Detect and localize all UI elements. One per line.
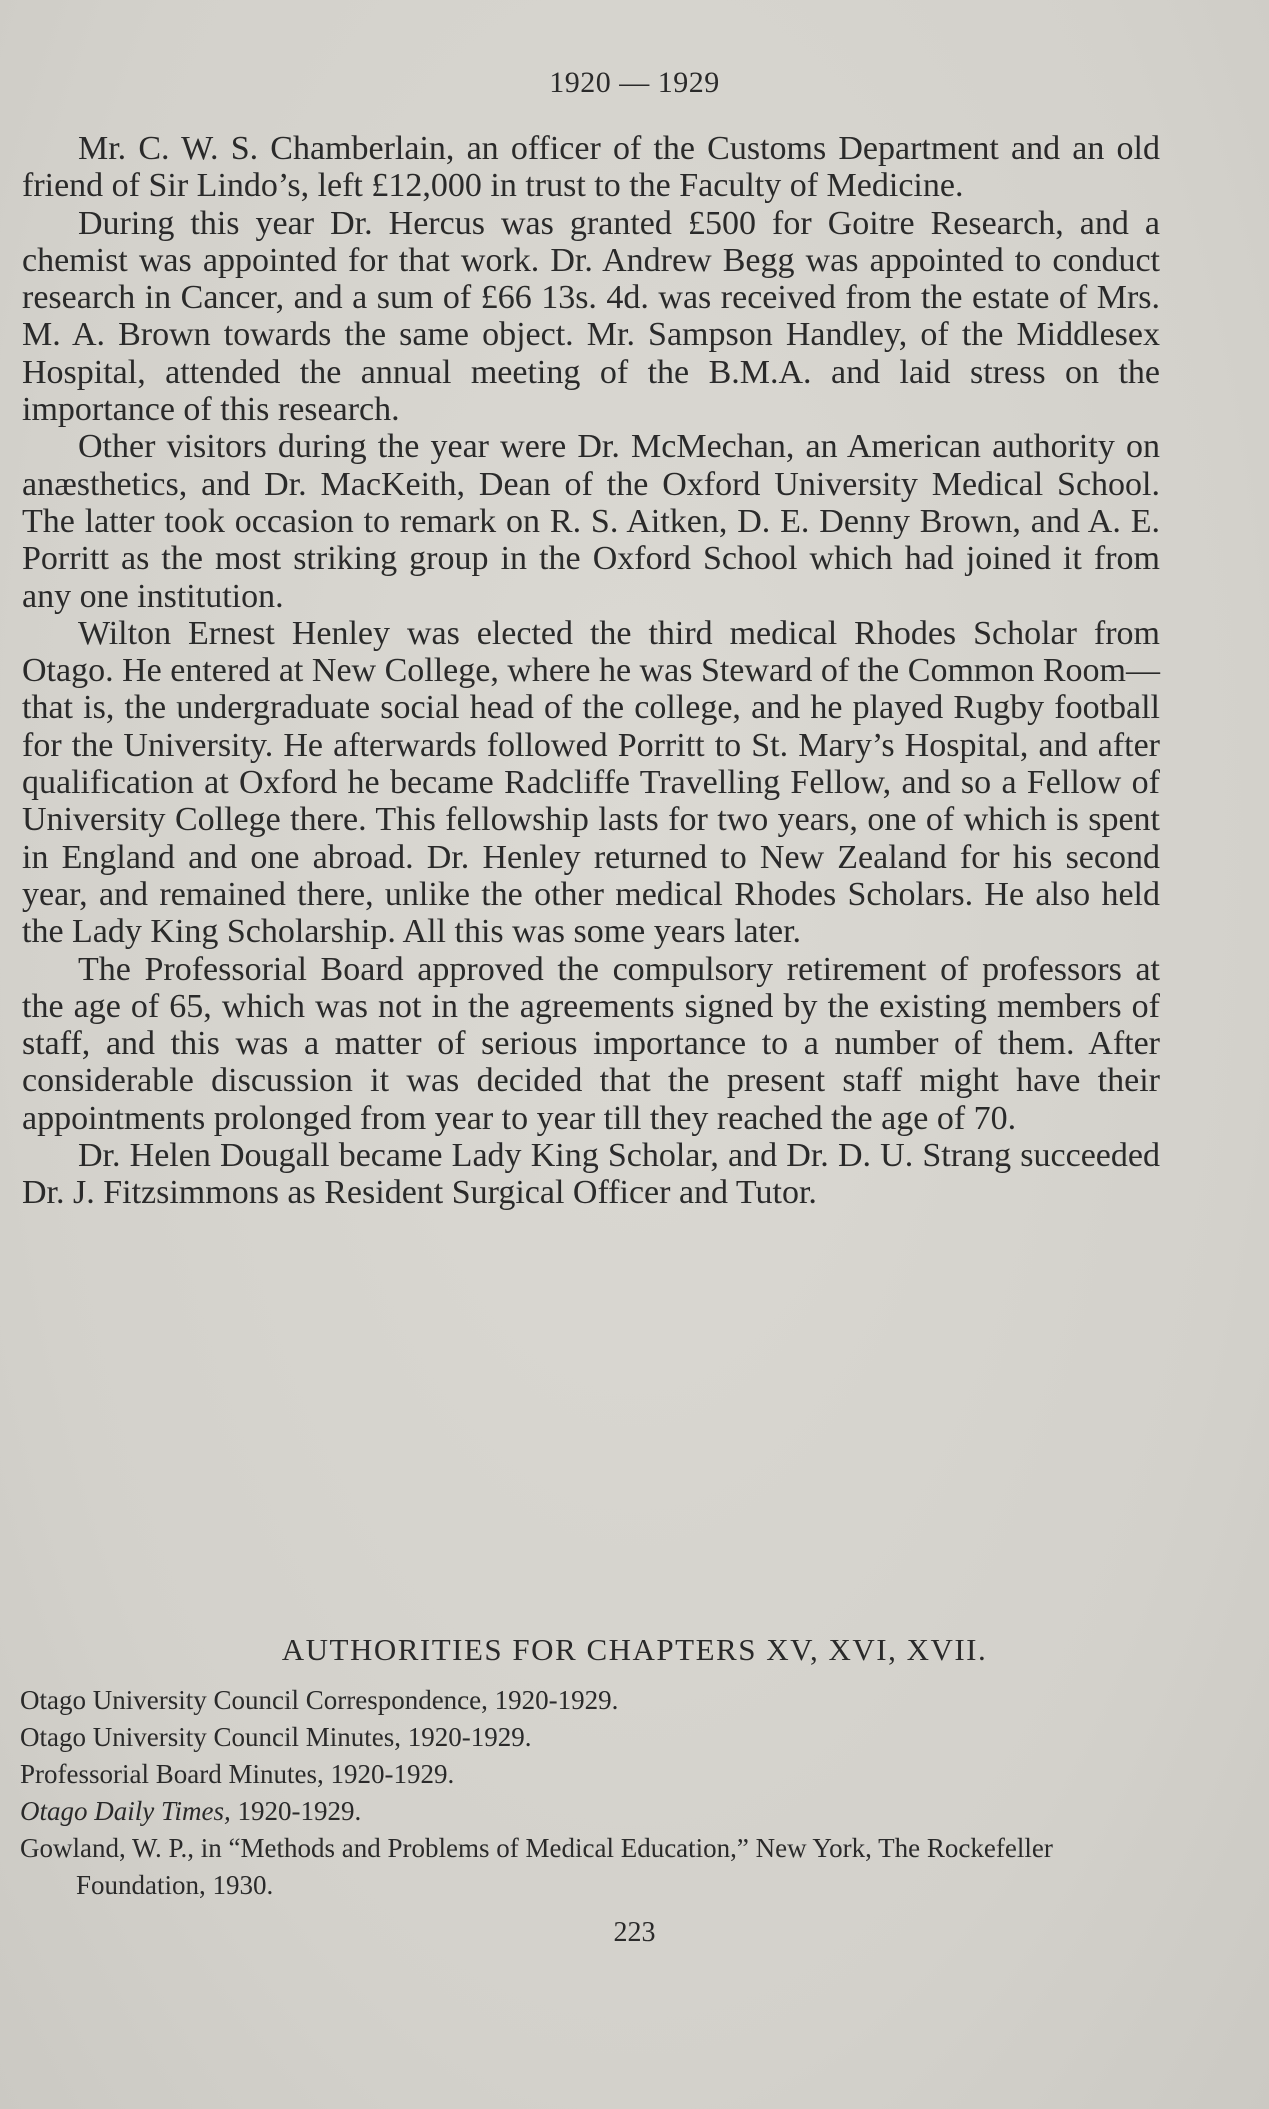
reference-item bbox=[20, 1793, 1160, 1830]
reference-italic-title: Otago Daily Times, bbox=[20, 1796, 231, 1826]
paragraph-chamberlain: Mr. C. W. S. Chamberlain, an officer of the Customs Department and an old friend of Sir Lindo’s, left £12,000 in trust to the Faculty of Medicine. bbox=[22, 130, 1160, 205]
running-head: 1920 — 1929 bbox=[549, 66, 720, 99]
page-number: 223 bbox=[613, 1917, 656, 1948]
paragraph-henley: Wilton Ernest Henley was elected the third medical Rhodes Scholar from Otago. He entered at New College, where he was Steward of the Common Room—that is, the undergraduate social head of the college, and he played Rugby football for the University. He afterwards followed Porritt to St. Mary’s Hospital, and after qualification at Oxford he became Radcliffe Travelling Fellow, and so a Fellow of University College there. This fellowship lasts for two years, one of which is spent in England and one abroad. Dr. Henley returned to New Zealand for his second year, and remained there, unlike the other medical Rhodes Scholars. He also held the Lady King Scholarship. All this was some years later. bbox=[22, 614, 1160, 951]
paragraph-dougall: Dr. Helen Dougall became Lady King Scholar, and Dr. D. U. Strang succeeded Dr. J. Fitzsimmons as Resident Surgical Officer and Tutor. bbox=[22, 1137, 1160, 1212]
reference-years: 1920-1929. bbox=[230, 1796, 362, 1826]
paragraph-visitors: Other visitors during the year were Dr. McMechan, an American authority on anæsthetics, and Dr. MacKeith, Dean of the Oxford University Medical School. The latter took occasion to remark on R. S. Aitken, D. E. Denny Brown, and A. E. Porritt as the most striking group in the Oxford School which had joined it from any one institution. bbox=[22, 428, 1160, 615]
body-text bbox=[22, 130, 1160, 1212]
authorities-heading: AUTHORITIES FOR CHAPTERS XV, XVI, XVII. bbox=[281, 1632, 988, 1667]
reference-item: Gowland, W. P., in “Methods and Problems of Medical Education,” New York, The Rockefeller Foundation, 1930. bbox=[20, 1833, 1053, 1900]
reference-item: Otago University Council Minutes, 1920-1929. bbox=[20, 1722, 532, 1752]
paragraph-goitre-research: During this year Dr. Hercus was granted £500 for Goitre Research, and a chemist was appointed for that work. Dr. Andrew Begg was appointed to conduct research in Cancer, and a sum of £66 13s. 4d. was received from the estate of Mrs. M. A. Brown towards the same object. Mr. Sampson Handley, of the Middlesex Hospital, attended the annual meeting of the B.M.A. and laid stress on the importance of this research. bbox=[22, 204, 1160, 429]
reference-item: Otago University Council Correspondence, 1920-1929. bbox=[20, 1685, 619, 1715]
reference-item: Professorial Board Minutes, 1920-1929. bbox=[20, 1759, 455, 1789]
references-list bbox=[20, 1682, 1160, 1904]
paragraph-retirement: The Professorial Board approved the compulsory retirement of professors at the age of 65, which was not in the agreements signed by the existing members of staff, and this was a matter of serious importance to a number of them. After considerable discussion it was decided that the present staff might have their appointments prolonged from year to year till they reached the age of 70. bbox=[22, 950, 1160, 1137]
